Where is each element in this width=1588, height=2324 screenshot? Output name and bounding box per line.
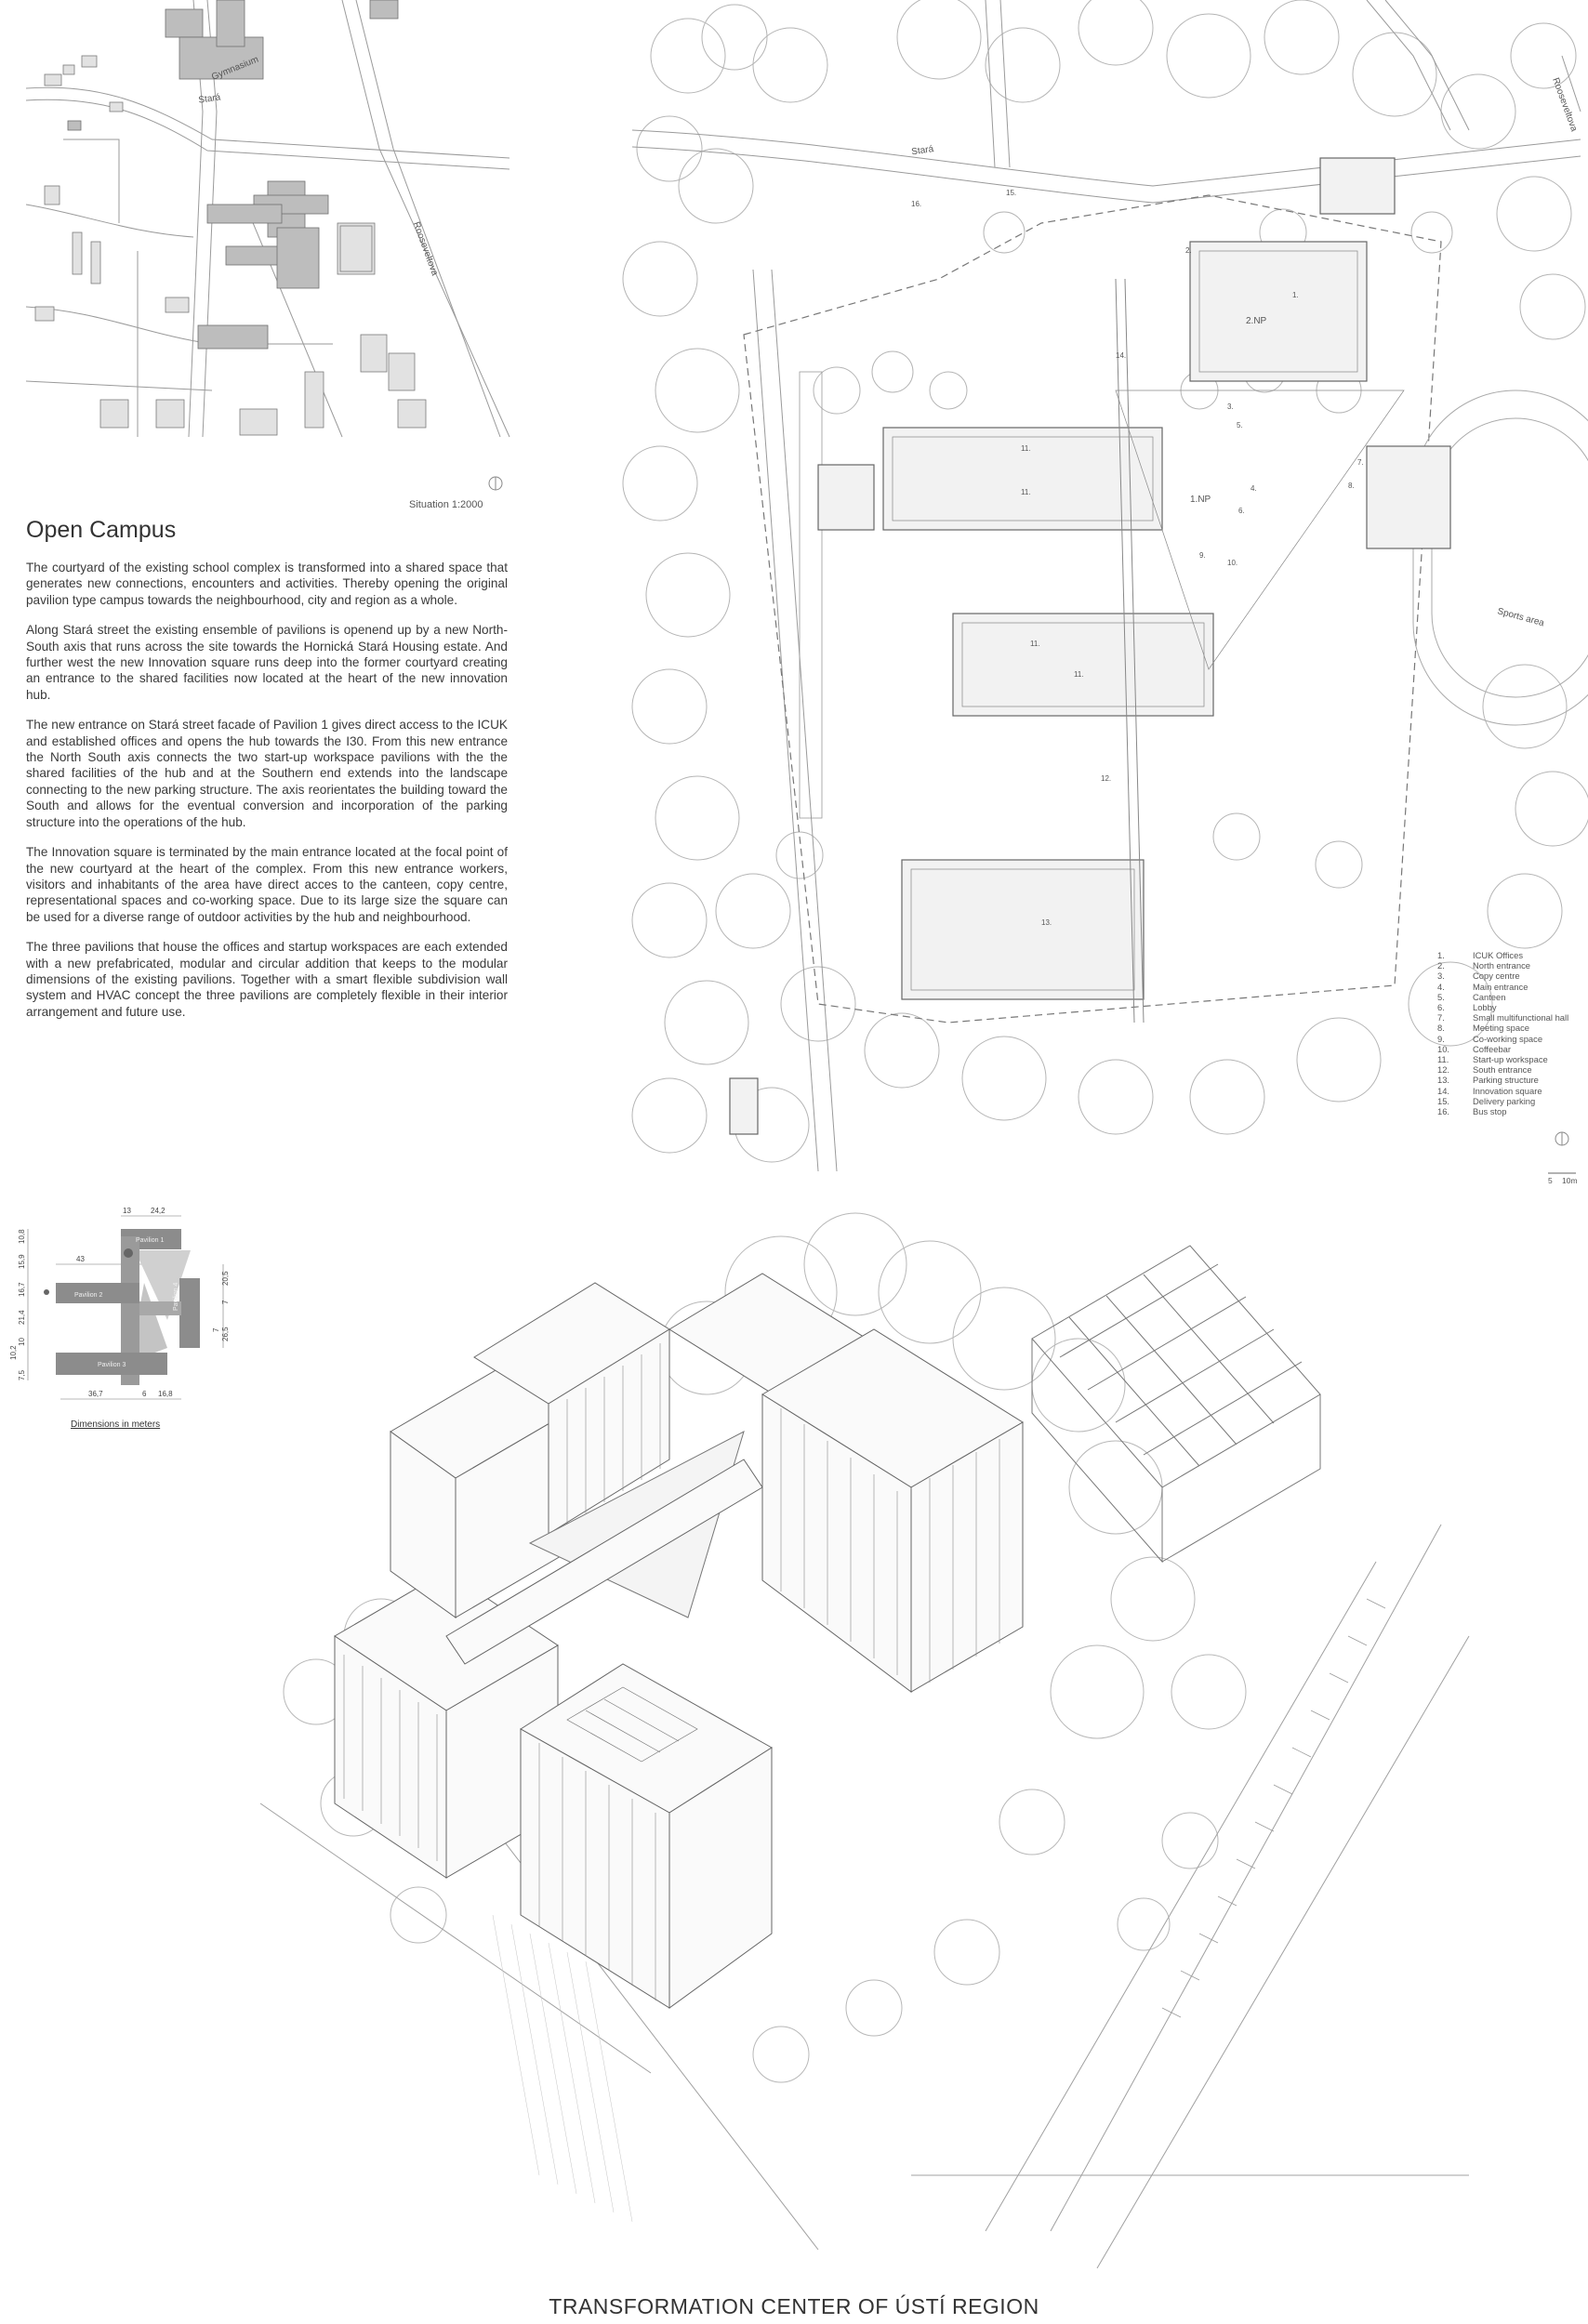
legend-item <box>1437 982 1568 992</box>
pavilion-2-label: Pavilion 2 <box>74 1292 103 1299</box>
legend-number: 11. <box>1437 1054 1449 1065</box>
legend-text: ICUK Offices <box>1473 950 1524 960</box>
dim-r1: 20,5 <box>221 1271 230 1286</box>
legend-item <box>1437 1064 1568 1075</box>
legend-item <box>1437 1044 1568 1054</box>
legend-number: 10. <box>1437 1043 1450 1054</box>
legend-number: 8. <box>1437 1023 1445 1034</box>
footer-title: TRANSFORMATION CENTER OF ÚSTÍ REGION <box>549 2294 1039 2318</box>
legend-item <box>1437 1086 1568 1096</box>
plan-label-road: Rooseveltova <box>1550 76 1580 133</box>
legend-text: Small multifunctional hall <box>1473 1012 1569 1023</box>
legend-text: Parking structure <box>1473 1075 1539 1086</box>
svg-text:16.: 16. <box>911 200 922 208</box>
legend-text: Meeting space <box>1473 1023 1529 1034</box>
svg-text:1.: 1. <box>1292 291 1299 299</box>
legend-number: 7. <box>1437 1012 1445 1023</box>
dim-bottom-c: 16,8 <box>158 1390 173 1398</box>
dim-bottom-b: 6 <box>142 1390 147 1398</box>
legend-text: Start-up workspace <box>1473 1054 1548 1065</box>
legend-item <box>1437 1034 1568 1044</box>
scale-label-10m: 10m <box>1562 1176 1578 1185</box>
svg-text:9.: 9. <box>1199 551 1206 560</box>
paragraph-2: Along Stará street the existing ensemble of pavilions is openend up by a new North-South axis that runs across the site towards the Hornická Stará Housing estate. And further west the new Innovation square runs deep into the former courtyard creating an entrance to the shared facilities now located at the heart of the new innovation hub. <box>26 623 508 702</box>
legend-number: 5. <box>1437 991 1445 1002</box>
legend-number: 14. <box>1437 1085 1450 1096</box>
legend-item <box>1437 1106 1568 1116</box>
dimensions-caption: Dimensions in meters <box>71 1419 161 1430</box>
svg-text:11.: 11. <box>1021 488 1031 496</box>
dim-v7: 7,5 <box>18 1369 26 1380</box>
dim-v3: 16,7 <box>18 1282 26 1297</box>
legend-number: 1. <box>1437 950 1445 960</box>
legend-item <box>1437 992 1568 1002</box>
plan-label-2np: 2.NP <box>1246 316 1267 326</box>
dim-bottom-a: 36,7 <box>88 1390 103 1398</box>
svg-text:7.: 7. <box>1357 458 1364 467</box>
situation-map <box>26 0 509 437</box>
legend-item <box>1437 1096 1568 1106</box>
svg-text:4.: 4. <box>1251 484 1257 493</box>
legend-text: North entrance <box>1473 960 1531 971</box>
pavilion-3-label: Pavilion 3 <box>98 1362 126 1368</box>
dimensions-diagram <box>9 1207 242 1413</box>
scale-label-5: 5 <box>1548 1176 1553 1185</box>
svg-text:11.: 11. <box>1030 640 1040 648</box>
dim-top-a: 13 <box>123 1207 131 1215</box>
svg-text:3.: 3. <box>1227 403 1234 411</box>
legend-text: Delivery parking <box>1473 1095 1536 1106</box>
axonometric-view <box>260 1208 1488 2268</box>
legend-text: Coffeebar <box>1473 1043 1512 1054</box>
svg-text:15.: 15. <box>1006 189 1017 197</box>
article-body <box>26 560 508 1034</box>
legend-number: 9. <box>1437 1033 1445 1044</box>
paragraph-1: The courtyard of the existing school complex is transformed into a shared space that generates new connections, encounters and activities. Thereby opening the original pavilion type campus towards the neighbourhood, city and region as a whole. <box>26 561 508 607</box>
legend-number: 16. <box>1437 1106 1450 1117</box>
svg-text:14.: 14. <box>1116 351 1127 360</box>
plan-legend <box>1437 950 1568 1116</box>
paragraph-5: The three pavilions that house the offices and startup workspaces are each extended with a new prefabricated, modular and circular addition that keeps to the modular dimensions of the existing pavilions. Together with a smart flexible subdivision wall system and HVAC concept the three pavilions are completely flexible in their interior arrangement and future use. <box>26 940 508 1019</box>
dim-v5: 10 <box>18 1338 26 1346</box>
situation-caption: Situation 1:2000 <box>409 499 483 510</box>
legend-number: 13. <box>1437 1075 1450 1086</box>
svg-text:5.: 5. <box>1237 421 1243 429</box>
svg-text:2.: 2. <box>1185 246 1192 255</box>
paragraph-3: The new entrance on Stará street facade of Pavilion 1 gives direct access to the ICUK and established offices and opens the hub towards the I30. From this new entrance the North South axis connects the two start-up workspace pavilions with the the shared facilities of the hub and at the Southern end extends into the landscape connecting to the new parking structure. The axis reorientates the building toward the South and allows for the eventual conversion and incorporation of the parking structure into the operations of the hub. <box>26 718 508 829</box>
svg-text:12.: 12. <box>1101 774 1112 783</box>
svg-text:8.: 8. <box>1348 482 1355 490</box>
paragraph-4: The Innovation square is terminated by the main entrance located at the focal point of the new courtyard at the heart of the complex. From this new entrance workers, visitors and inhabitants of the area have direct acces to the canteen, copy centre, representational spaces and co-working space. Due to its large size the square can be used for a diverse range of outdoor activities by the hub and neighbourhood. <box>26 845 508 924</box>
dim-top-b: 24,2 <box>151 1207 165 1215</box>
dim-v1: 10,8 <box>18 1229 26 1244</box>
dim-v4: 21,4 <box>18 1310 26 1325</box>
dim-v2: 15,9 <box>18 1254 26 1269</box>
legend-number: 15. <box>1437 1095 1450 1106</box>
legend-number: 2. <box>1437 960 1445 971</box>
legend-item <box>1437 1002 1568 1012</box>
dim-r3: 26,5 <box>221 1327 230 1341</box>
plan-label-sports: Sports area <box>1496 606 1546 629</box>
legend-item <box>1437 1075 1568 1085</box>
pavilion-4-label: Pavilion 4 <box>173 1282 179 1311</box>
svg-text:11.: 11. <box>1021 444 1031 453</box>
legend-item <box>1437 1023 1568 1033</box>
legend-item <box>1437 950 1568 960</box>
plan-label-1np: 1.NP <box>1190 495 1211 505</box>
page-heading: Open Campus <box>26 517 177 543</box>
legend-text: Lobby <box>1473 1002 1497 1013</box>
svg-text:6.: 6. <box>1238 507 1245 515</box>
legend-text: South entrance <box>1473 1064 1532 1076</box>
legend-text: Main entrance <box>1473 981 1528 992</box>
legend-number: 4. <box>1437 981 1445 992</box>
situation-label-road: Rooseveltova <box>410 220 440 278</box>
legend-text: Innovation square <box>1473 1085 1542 1096</box>
legend-item <box>1437 1054 1568 1064</box>
legend-text: Co-working space <box>1473 1033 1543 1044</box>
legend-number: 6. <box>1437 1002 1445 1013</box>
dim-v8: 7 <box>212 1327 220 1332</box>
svg-text:10.: 10. <box>1227 559 1238 567</box>
situation-label-gymnasium: Gymnasium <box>210 54 260 83</box>
legend-number: 12. <box>1437 1064 1450 1076</box>
legend-item <box>1437 960 1568 971</box>
dim-r2: 7 <box>221 1300 230 1304</box>
legend-text: Copy centre <box>1473 971 1520 982</box>
plan-label-stara: Stará <box>910 144 934 158</box>
legend-text: Bus stop <box>1473 1106 1507 1117</box>
pavilion-1-label: Pavilion 1 <box>136 1237 165 1244</box>
legend-number: 3. <box>1437 971 1445 982</box>
dim-v6: 10,2 <box>9 1345 18 1360</box>
situation-label-stara: Stará <box>197 92 221 106</box>
svg-text:13.: 13. <box>1041 918 1052 927</box>
legend-item <box>1437 1012 1568 1023</box>
legend-text: Canteen <box>1473 991 1506 1002</box>
svg-text:11.: 11. <box>1074 670 1084 679</box>
dim-left-w: 43 <box>76 1255 85 1263</box>
legend-item <box>1437 971 1568 981</box>
